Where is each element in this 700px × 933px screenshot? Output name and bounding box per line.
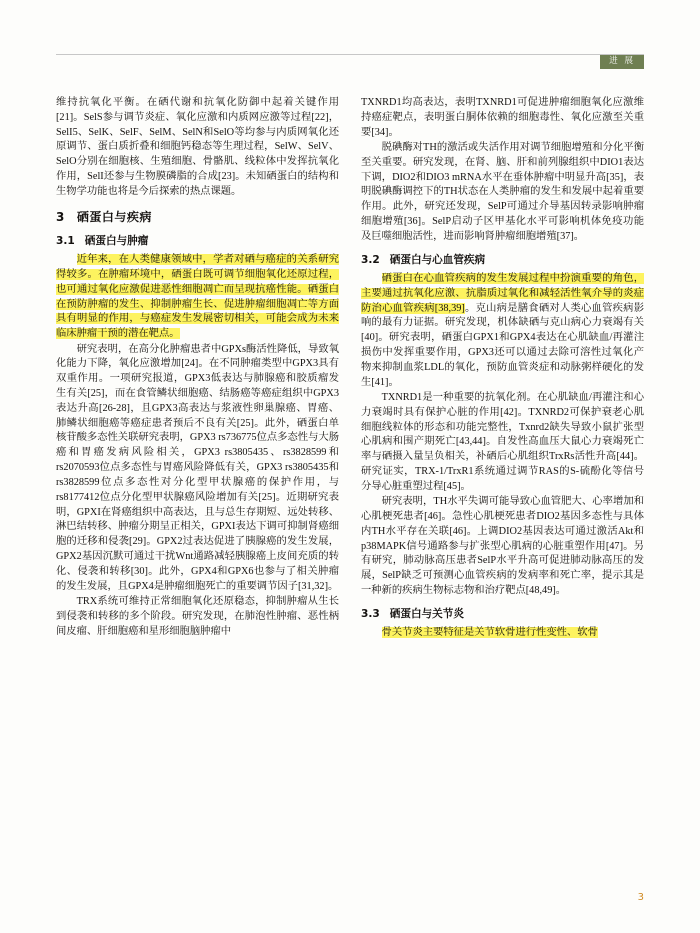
- header-rule: [56, 54, 644, 55]
- paragraph-highlighted: [361, 272, 644, 391]
- right-column: [361, 96, 644, 873]
- paragraph: TXNRD1是一种重要的抗氧化剂。在心肌缺血/再灌注和心力衰竭时具有保护心脏的作用[42]。TXNRD2可保护衰老心肌细胞线粒体的形态和功能完整性，Txnrd2缺失导致小鼠扩张型心肌病和围产期死亡[43,44]。自发性高血压大鼠心力衰竭死亡率与硒摄入量呈负相关，补硒后心肌组织TrxRs活性升高[44]。研究证实，TRX-1/TrxR1系统通过调节RAS的S-硫酚化等信号分导心脏重塑过程[45]。: [361, 391, 644, 492]
- highlight-text: 近年来，在人类健康领域中，学者对硒与癌症的关系研究得较多。在肿瘤环境中，硒蛋白既可调节细胞氧化还原过程，也可通过氧化应激促进恶性细胞凋亡而呈现抗癌性能。硒蛋白在预防肿瘤的发生、抑制肿瘤生长、促进肿瘤细胞凋亡等方面具有明显的作用，与癌症发生发展密切相关，可能会成为未来临床肿瘤干预的潜在靶点。: [56, 254, 339, 340]
- section-heading-3-2: [361, 253, 644, 268]
- paragraph: 维持抗氧化平衡。在硒代谢和抗氧化防御中起着关键作用[21]。SelS参与调节炎症、氧化应激和内质网应激等过程[22]，SelI5、SelK、SelF、SelM、SelN和SelO等均参与内质网氧化还原调节、蛋白质折叠和细胞钙稳态等生理过程，SelW、SelV、SelO分别在细胞核、生殖细胞、骨骼肌、线粒体中发挥抗氧化作用，SelI还参与生物膜磷脂的合成[23]。未知硒蛋白的结构和生物学功能也将是今后探索的热点课题。: [56, 97, 339, 197]
- subsection-number: 3.1: [56, 234, 75, 247]
- paragraph-highlighted: [56, 253, 339, 342]
- paragraph: 脱碘酶对TH的激活或失活作用对调节细胞增殖和分化平衡至关重要。研究发现，在肾、脑、肝和前列腺组织中DIO1表达下调，DIO2和DIO3 mRNA水平在垂体肿瘤中明显升高[35]，表明脱碘酶调控下的TH状态在人类肿瘤的发生和发展中起着重要作用。此外，研究还发现，SelP可通过介导基因转录影响肿瘤细胞增殖[36]。SelP启动子区甲基化水平可影响机体免疫功能及巨噬细胞活性，进而影响肾肿瘤细胞增殖[37]。: [361, 141, 644, 242]
- subsection-title: 硒蛋白与心血管疾病: [389, 253, 486, 266]
- paragraph-highlighted: [361, 626, 644, 641]
- highlight-text: 骨关节炎主要特征是关节软骨进行性变性、软骨: [381, 627, 598, 638]
- section-heading-3-3: [361, 607, 644, 622]
- left-column: [56, 96, 339, 873]
- paragraph: 研究表明，TH水平失调可能导致心血管肥大、心率增加和心肌梗死患者[46]。急性心肌梗死患者DIO2基因多态性与具体内TH水平存在关联[46]。上调DIO2基因表达可通过激活Akt和p38MAPK信号通路参与扩张型心肌病的心脏重塑作用[47]。另有研究，肺动脉高压患者SelP水平升高可促进肺动脉高压的发展，SelP缺乏可预测心血管疾病的发病率和死亡率，提示其是一种新的疾病生物标志物和治疗靶点[48,49]。: [361, 496, 644, 596]
- section-heading-3: [56, 209, 339, 226]
- paragraph-remainder: 。克山病是膳食硒对人类心血管疾病影响的最有力证据。研究发现，机体缺硒与克山病心力衰竭有关[40]。研究表明，硒蛋白GPX1和GPX4表达在心肌缺血/再灌注损伤中发挥重要作用，GPX3还可以通过去除可溶性过氧化产物来抑制血浆LDL的氧化，预防血管炎症和动脉粥样硬化的发生[41]。: [361, 302, 644, 388]
- subsection-title: 硒蛋白与关节炎: [389, 607, 464, 620]
- page-number: 3: [637, 892, 644, 903]
- highlight-text: 硒蛋白在心血管疾病的发生发展过程中扮演重要的角色，主要通过抗氧化应激、抗脂质过氧化和减轻活性氧介导的炎症防治心血管疾病[38,39]: [361, 272, 644, 314]
- section-number: 3: [56, 209, 65, 224]
- section-heading-3-1: [56, 234, 339, 249]
- paragraph: 研究表明，在高分化肿瘤患者中GPXs酶活性降低，导致氧化能力下降，氧化应激增加[24]。在不同肿瘤类型中GPX3具有双重作用。一项研究报道，GPX3低表达与肺腺癌和胶质瘤发生有关[25]，而在食管鳞状细胞癌、结肠癌等癌症组织中GPX3表达升高[26-28]，且GPX3高表达与浆液性卵巢腺癌、胃癌、肺鳞状细胞癌等癌症患者预后不良有关[25]。此外，硒蛋白单核苷酸多态性关联研究表明，GPX3 rs736775位点多态性与大肠癌和胃癌发病风险相关，GPX3 rs3805435、rs3828599和rs2070593位点多态性与胃癌风险降低有关，GPX3 rs3805435和rs3828599位点多态性对分化型甲状腺癌的保护作用，与rs8177412位点分化型甲状腺癌风险增加有关[25]。近期研究表明，GPXI在肾癌组织中高表达，且与总生存期短、远处转移、淋巴结转移、肿瘤分期呈正相关，GPXI表达下调可抑制肾癌细胞的迁移和侵袭[29]。GPX2过表达促进了胰腺癌的发生发展，GPX2基因沉默可通过干扰Wnt通路减轻胰腺癌上皮间充质的转化、侵袭和转移[30]。此外，GPX4和GPX6也参与了相关肿瘤的发生发展，且GPX4是肿瘤细胞死亡的重要调节因子[31,32]。: [56, 343, 339, 592]
- subsection-number: 3.3: [361, 607, 380, 620]
- subsection-number: 3.2: [361, 253, 380, 266]
- two-column-body: [56, 96, 644, 873]
- paragraph: TXNRD1均高表达，表明TXNRD1可促进肿瘤细胞氧化应激维持癌症靶点，表明蛋白胴体依赖的细胞毒性、氧化应激至关重要[34]。: [361, 97, 644, 138]
- subsection-title: 硒蛋白与肿瘤: [84, 234, 149, 247]
- running-head-tab: 进 展: [600, 55, 644, 69]
- paragraph: TRX系统可维持正常细胞氧化还原稳态，抑制肿瘤从生长到侵袭和转移的多个阶段。研究发现，在肺泡性肿瘤、恶性柄间皮瘤、肝细胞癌和星形细胞脑肿瘤中: [56, 595, 339, 637]
- section-title: 硒蛋白与疾病: [76, 209, 152, 224]
